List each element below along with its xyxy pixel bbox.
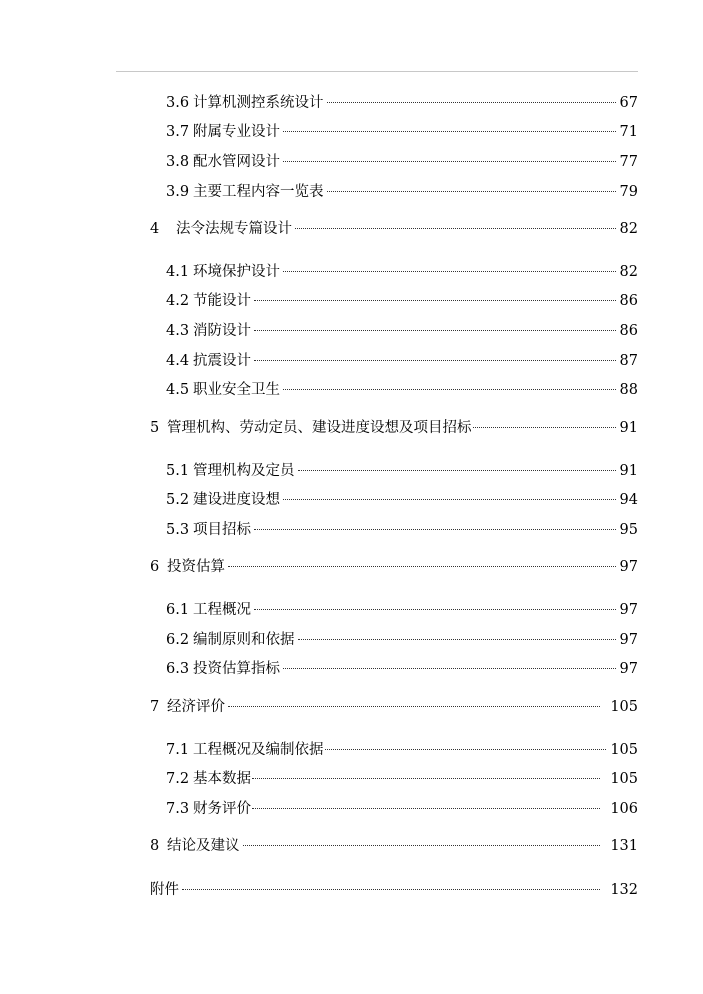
dot-leader [252,808,600,809]
toc-entry[interactable] [150,879,638,901]
toc-entry[interactable] [166,599,638,621]
toc-number: 3.6 [166,95,190,111]
toc-entry[interactable] [166,460,638,482]
toc-entry[interactable] [166,798,638,820]
toc-title: 附属专业设计 [193,124,280,140]
toc-entry[interactable] [166,519,638,541]
toc-page-number: 94 [619,492,638,508]
toc-title: 职业安全卫生 [193,382,280,398]
dot-leader [295,228,616,229]
toc-entry[interactable] [166,350,638,372]
toc-entry[interactable] [166,320,638,342]
toc-number: 4.3 [166,323,190,339]
toc-number: 6 [150,559,160,575]
dot-leader [298,639,616,640]
toc-page-number: 91 [619,463,638,479]
toc-number: 6.1 [166,602,190,618]
toc-number: 3.8 [166,154,190,170]
toc-number: 3.9 [166,184,190,200]
dot-leader [298,470,616,471]
toc-entry[interactable] [166,290,638,312]
toc-number: 7.2 [166,771,190,787]
toc-title: 项目招标 [193,522,251,538]
dot-leader [327,191,616,192]
toc-title: 配水管网设计 [193,154,280,170]
toc-title: 法令法规专篇设计 [176,221,292,237]
header-rule [116,71,638,72]
toc-number: 5 [150,420,160,436]
toc-page-number: 97 [619,602,638,618]
toc-title: 投资估算 [167,559,225,575]
dot-leader [283,668,616,669]
toc-entry[interactable] [166,768,638,790]
dot-leader [283,389,616,390]
toc-title: 结论及建议 [167,838,240,854]
toc-entry[interactable] [150,417,638,439]
dot-leader [252,778,600,779]
toc-title: 工程概况 [193,602,251,618]
toc-entry[interactable] [166,92,638,114]
toc-number: 4 [150,221,160,237]
dot-leader [254,529,616,530]
toc-number: 6.3 [166,661,190,677]
dot-leader [228,706,600,707]
toc-title: 附件 [150,882,179,898]
dot-leader [254,330,616,331]
toc-title: 投资估算指标 [193,661,280,677]
toc-page-number: 82 [619,264,638,280]
dot-leader [327,102,616,103]
toc-page-number: 91 [619,420,638,436]
toc-title: 抗震设计 [193,353,251,369]
toc-page-number: 86 [619,323,638,339]
dot-leader [283,499,616,500]
dot-leader [254,360,616,361]
toc-number: 4.2 [166,293,190,309]
toc-entry[interactable] [166,121,638,143]
toc-entry[interactable] [150,556,638,578]
toc-page-number: 82 [619,221,638,237]
toc-title: 建设进度设想 [193,492,280,508]
toc-page-number: 97 [619,632,638,648]
dot-leader [283,271,616,272]
toc-entry[interactable] [166,489,638,511]
dot-leader [283,131,616,132]
toc-entry[interactable] [166,658,638,680]
toc-number: 4.1 [166,264,190,280]
toc-title: 财务评价 [193,801,251,817]
toc-page-number: 87 [619,353,638,369]
toc-entry[interactable] [150,696,638,718]
dot-leader [182,889,600,890]
toc-entry[interactable] [150,218,638,240]
toc-number: 8 [150,838,160,854]
toc-title: 经济评价 [167,699,225,715]
toc-title: 计算机测控系统设计 [193,95,324,111]
dot-leader [473,427,616,428]
toc-page-number: 131 [610,838,638,854]
toc-page-number: 132 [610,882,638,898]
toc-title: 节能设计 [193,293,251,309]
toc-title: 管理机构、劳动定员、建设进度设想及项目招标 [167,420,472,436]
toc-title: 编制原则和依据 [193,632,295,648]
toc-number: 5.2 [166,492,190,508]
toc-entry[interactable] [150,835,638,857]
dot-leader [283,161,616,162]
dot-leader [243,845,601,846]
toc-page-number: 105 [610,699,638,715]
toc-entry[interactable] [166,151,638,173]
toc-number: 4.4 [166,353,190,369]
toc-page-number: 67 [619,95,638,111]
toc-page-number: 105 [610,771,638,787]
toc-page-number: 106 [610,801,638,817]
toc-number: 6.2 [166,632,190,648]
toc-page-number: 97 [619,661,638,677]
toc-page-number: 86 [619,293,638,309]
toc-title: 基本数据 [193,771,251,787]
toc-entry[interactable] [166,261,638,283]
toc-entry[interactable] [166,181,638,203]
toc-title: 环境保护设计 [193,264,280,280]
toc-number: 7.1 [166,742,190,758]
toc-page-number: 71 [619,124,638,140]
toc-title: 工程概况及编制依据 [193,742,324,758]
dot-leader [228,566,616,567]
toc-entry[interactable] [166,739,638,761]
dot-leader [254,609,616,610]
toc-number: 7 [150,699,160,715]
toc-page-number: 79 [619,184,638,200]
toc-page-number: 95 [619,522,638,538]
toc-number: 7.3 [166,801,190,817]
toc-page-number: 77 [619,154,638,170]
toc-page-number: 97 [619,559,638,575]
toc-number: 5.1 [166,463,190,479]
toc-entry[interactable] [166,379,638,401]
toc-title: 管理机构及定员 [193,463,295,479]
toc-page-number: 88 [619,382,638,398]
dot-leader [254,300,616,301]
toc-number: 5.3 [166,522,190,538]
toc-page-number: 105 [610,742,638,758]
toc-title: 主要工程内容一览表 [193,184,324,200]
toc-title: 消防设计 [193,323,251,339]
toc-entry[interactable] [166,629,638,651]
dot-leader [325,749,607,750]
toc-number: 4.5 [166,382,190,398]
toc-number: 3.7 [166,124,190,140]
